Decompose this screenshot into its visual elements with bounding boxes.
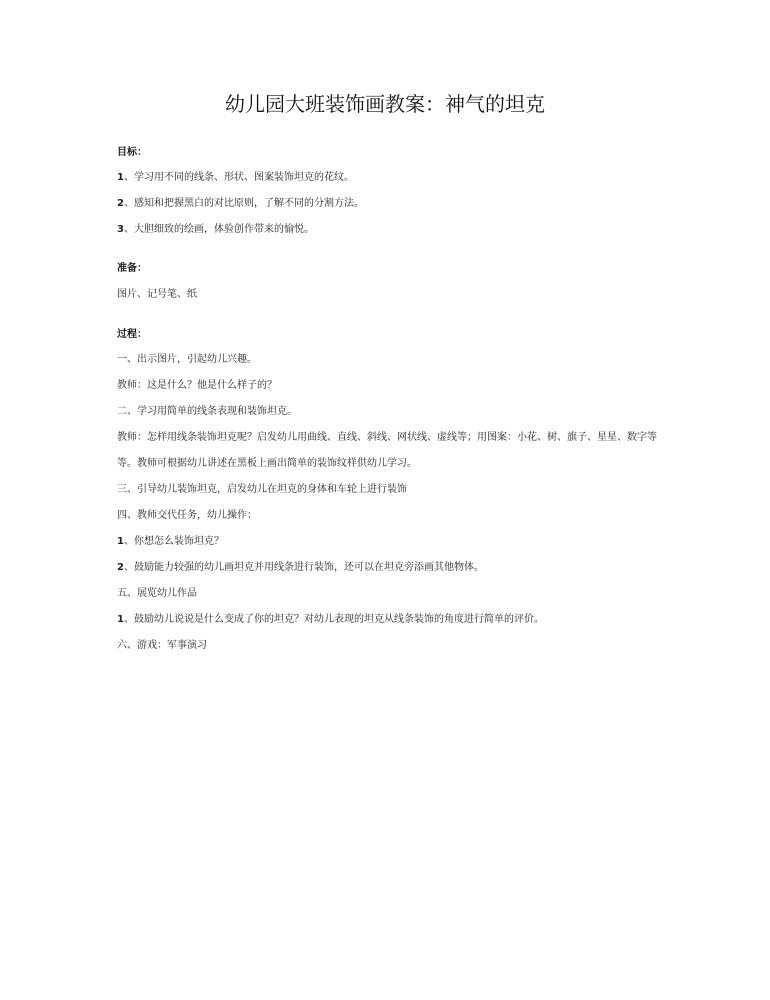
preparation-item [117, 288, 677, 302]
item-number: 1 [117, 614, 124, 625]
item-number: 2 [117, 198, 124, 209]
goal-item-3 [117, 223, 677, 237]
process-step-4-item-1 [117, 535, 677, 549]
process-step-4 [117, 509, 677, 523]
item-number: 1 [117, 172, 124, 183]
item-text: 五、展览幼儿作品 [117, 588, 197, 599]
item-number: 2 [117, 562, 124, 573]
item-text: 、学习用不同的线条、形状、图案装饰坦克的花纹。 [123, 172, 354, 183]
item-text: 三、引导幼儿装饰坦克，启发幼儿在坦克的身体和车轮上进行装饰 [117, 484, 407, 495]
process-step-2-detail [117, 425, 662, 477]
item-text: 教师：怎样用线条装饰坦克呢？启发幼儿用曲线、直线、斜线、网状线、虚线等；用图案：小花、树、旗子、星星、数字等等。教师可根据幼儿讲述在黑板上画出简单的装饰纹样供幼儿学习。 [117, 432, 657, 469]
process-step-5 [117, 587, 677, 601]
item-text: 图片、记号笔、纸 [117, 289, 197, 300]
goal-item-1 [117, 171, 677, 185]
item-text: 、鼓励能力较强的幼儿画坦克并用线条进行装饰，还可以在坦克旁添画其他物体。 [123, 562, 484, 573]
process-step-5-item-1 [117, 613, 677, 627]
process-step-1 [117, 353, 677, 367]
document-body [117, 146, 677, 653]
item-text: 教师：这是什么？他是什么样子的？ [117, 380, 277, 391]
item-text: 六、游戏：军事演习 [117, 640, 207, 651]
item-text: 四、教师交代任务，幼儿操作： [117, 510, 257, 521]
item-text: 、你想怎么装饰坦克？ [123, 536, 224, 547]
item-text: 二、学习用简单的线条表现和装饰坦克。 [117, 406, 297, 417]
item-number: 1 [117, 536, 124, 547]
goal-item-2 [117, 197, 677, 211]
item-text: 、鼓励幼儿说说是什么变成了你的坦克？对幼儿表现的坦克从线条装饰的角度进行简单的评价。 [123, 614, 544, 625]
section-heading-goals: 目标： [117, 147, 147, 158]
process-step-2 [117, 405, 677, 419]
item-text: 、感知和把握黑白的对比原则，了解不同的分割方法。 [123, 198, 364, 209]
item-text: 一、出示图片，引起幼儿兴趣。 [117, 354, 257, 365]
section-heading-preparation: 准备： [117, 263, 147, 274]
item-text: 、大胆细致的绘画，体验创作带来的愉悦。 [123, 224, 314, 235]
process-step-4-item-2 [117, 561, 677, 575]
process-step-1-detail [117, 379, 677, 393]
section-heading-process: 过程： [117, 329, 147, 340]
item-number: 3 [117, 224, 124, 235]
process-step-3 [117, 483, 677, 497]
process-step-6 [117, 639, 677, 653]
document-title: 幼儿园大班装饰画教案：神气的坦克 [225, 92, 545, 116]
